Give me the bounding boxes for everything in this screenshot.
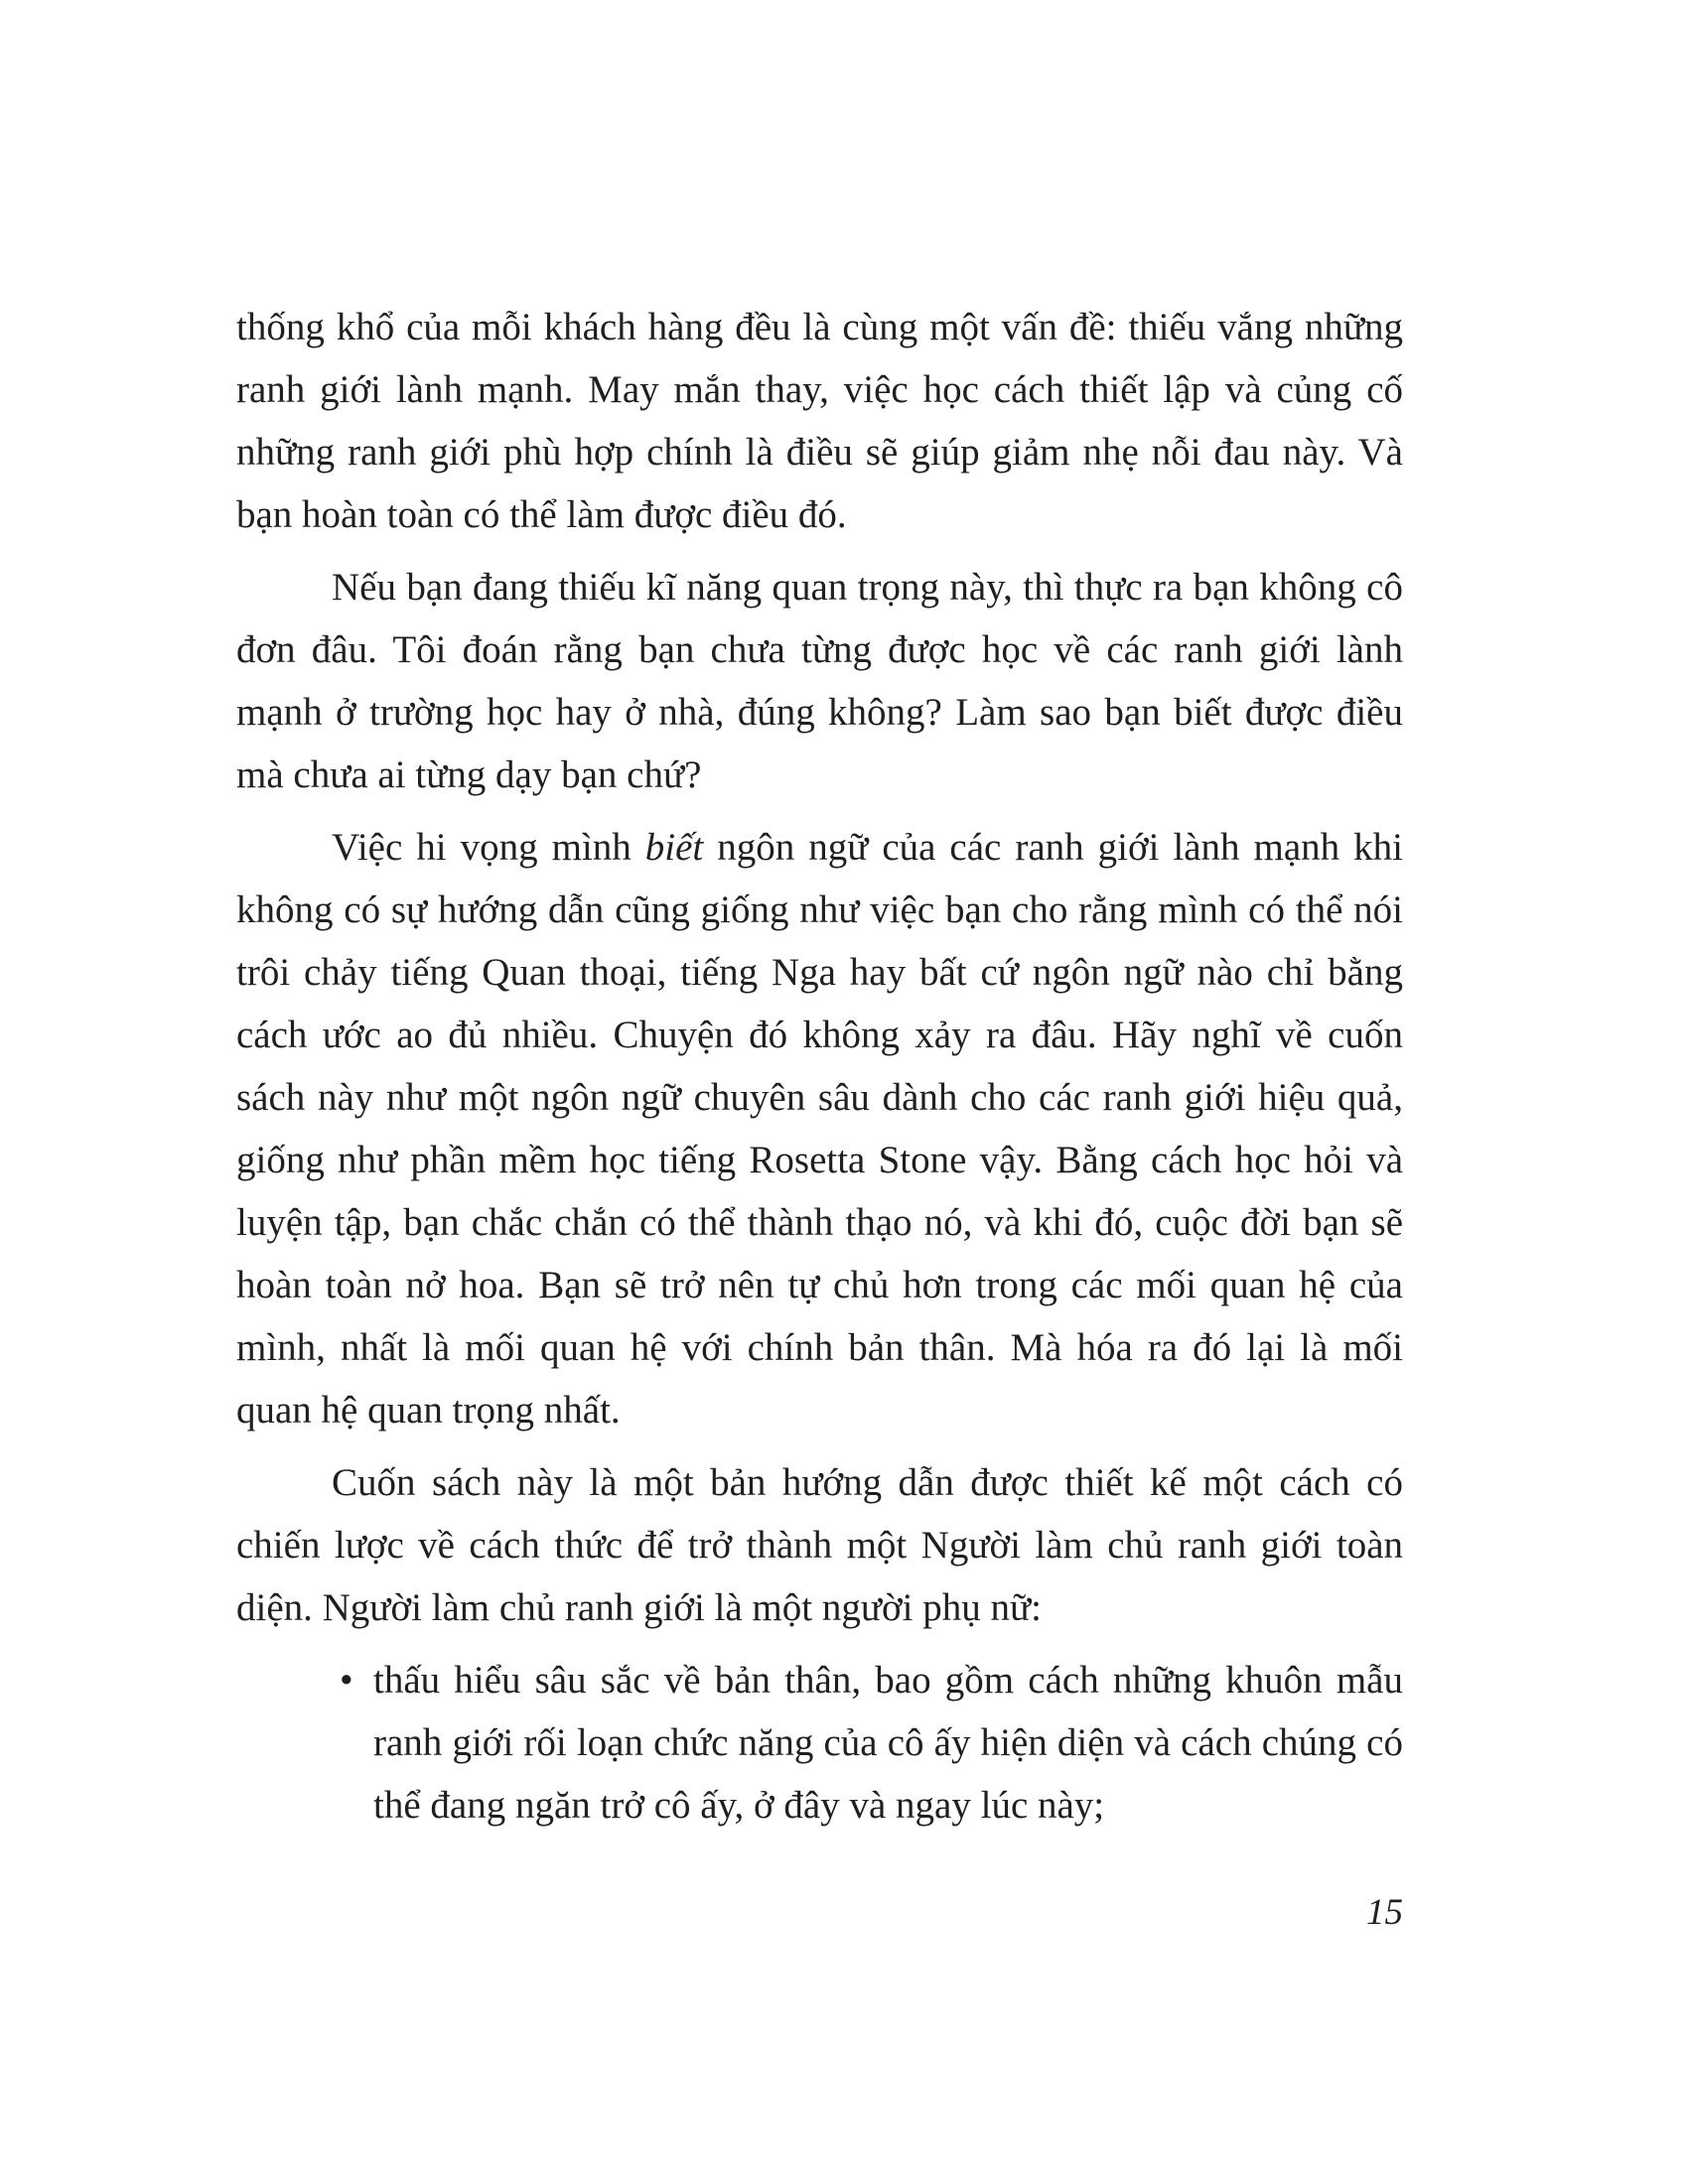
paragraph-3 [236,816,1403,1441]
text-block [236,296,1403,1846]
paragraph-2: Nếu bạn đang thiếu kĩ năng quan trọng này, thì thực ra bạn không cô đơn đâu. Tôi đoán rằng bạn chưa từng được học về các ranh giới lành mạnh ở trường học hay ở nhà, đúng không? Làm sao bạn biết được điều mà chưa ai từng dạy bạn chứ? [236,566,1403,796]
paragraph-1: thống khổ của mỗi khách hàng đều là cùng một vấn đề: thiếu vắng những ranh giới lành mạnh. May mắn thay, việc học cách thiết lập và củng cố những ranh giới phù hợp chính là điều sẽ giúp giảm nhẹ nỗi đau này. Và bạn hoàn toàn có thể làm được điều đó. [236,306,1403,536]
list-item [340,1649,1403,1837]
paragraph-3-after: ngôn ngữ của các ranh giới lành mạnh khi không có sự hướng dẫn cũng giống như việc bạn cho rằng mình có thể nói trôi chảy tiếng Quan thoại, tiếng Nga hay bất cứ ngôn ngữ nào chỉ bằng cách ước ao đủ nhiều. Chuyện đó không xảy ra đâu. Hãy nghĩ về cuốn sách này như một ngôn ngữ chuyên sâu dành cho các ranh giới hiệu quả, giống như phần mềm học tiếng Rosetta Stone vậy. Bằng cách học hỏi và luyện tập, bạn chắc chắn có thể thành thạo nó, và khi đó, cuộc đời bạn sẽ hoàn toàn nở hoa. Bạn sẽ trở nên tự chủ hơn trong các mối quan hệ của mình, nhất là mối quan hệ với chính bản thân. Mà hóa ra đó lại là mối quan hệ quan trọng nhất. [236,826,1403,1432]
paragraph-3-italic-word: biết [644,826,704,869]
bullet-icon: • [340,1659,353,1702]
paragraph-4: Cuốn sách này là một bản hướng dẫn được thiết kế một cách có chiến lược về cách thức để trở thành một Người làm chủ ranh giới toàn diện. Người làm chủ ranh giới là một người phụ nữ: [236,1461,1403,1629]
paragraph-3-before: Việc hi vọng mình [332,826,645,869]
bullet-text: thấu hiểu sâu sắc về bản thân, bao gồm cách những khuôn mẫu ranh giới rối loạn chức năng của cô ấy hiện diện và cách chúng có thể đang ngăn trở cô ấy, ở đây và ngay lúc này; [373,1659,1403,1827]
page-number: 15 [1366,1892,1403,1933]
